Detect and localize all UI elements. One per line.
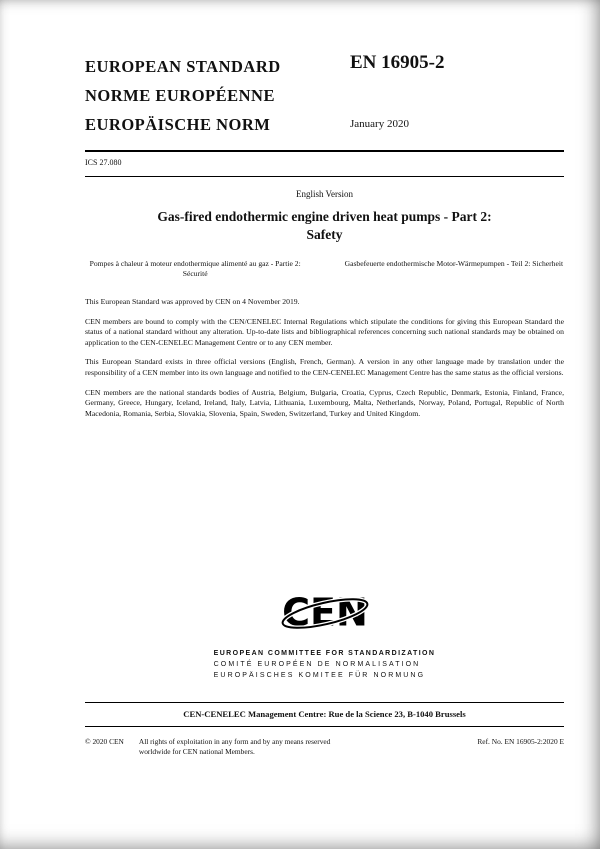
title-french: Pompes à chaleur à moteur endothermique alimenté au gaz - Partie 2: Sécurité bbox=[89, 259, 301, 278]
footer bbox=[85, 737, 564, 756]
title-line-2: Safety bbox=[306, 227, 343, 242]
standard-name-fr: NORME EUROPÉENNE bbox=[85, 86, 275, 105]
cen-logo-icon bbox=[279, 580, 371, 644]
title-line-1: Gas-fired endothermic engine driven heat pumps - Part 2: bbox=[157, 209, 492, 224]
document-number: EN 16905-2 bbox=[350, 52, 445, 73]
version-label: English Version bbox=[295, 189, 354, 199]
cen-logo-block bbox=[85, 580, 564, 682]
management-centre-address: CEN-CENELEC Management Centre: Rue de la Science 23, B-1040 Brussels bbox=[183, 709, 466, 719]
rights-statement bbox=[139, 737, 331, 756]
committee-de: EUROPÄISCHES KOMITEE FÜR NORMUNG bbox=[213, 672, 426, 679]
rights-line-1: All rights of exploitation in any form and by any means reserved bbox=[138, 737, 331, 746]
members-paragraph: CEN members are the national standards bodies of Austria, Belgium, Bulgaria, Croatia, Cyprus, Czech Republic, Denmark, Estonia, Finland, France, Germany, Greece, Hungary, Iceland, Ireland, Italy, Latvia, Lithuania, Luxembourg, Malta, Netherlands, Norway, Poland, Portugal, Republic of North Macedonia, Romania, Serbia, Slovakia, Slovenia, Spain, Sweden, Switzerland, Turkey and United Kingdom. bbox=[85, 387, 564, 418]
reference-number: Ref. No. EN 16905-2:2020 E bbox=[477, 737, 564, 746]
copyright-notice: © 2020 CEN bbox=[85, 737, 124, 746]
standard-name-de: EUROPÄISCHE NORM bbox=[85, 115, 271, 134]
publication-date: January 2020 bbox=[350, 118, 409, 130]
approval-paragraph: This European Standard was approved by CEN on 4 November 2019. bbox=[85, 297, 300, 306]
regulations-paragraph: CEN members are bound to comply with the CEN/CENELEC Internal Regulations which stipulate the conditions for giving this European Standard the status of a national standard without any alteration. Up-to-date lists and bibliographical references concerning such national standards may be obtained on application to the CEN-CENELEC Management Centre or to any CEN member. bbox=[85, 316, 564, 347]
standard-name-en: EUROPEAN STANDARD bbox=[85, 57, 281, 76]
translated-titles bbox=[85, 259, 564, 279]
committee-fr: COMITÉ EUROPÉEN DE NORMALISATION bbox=[213, 661, 421, 668]
page-content bbox=[0, 0, 600, 419]
document-title bbox=[85, 208, 564, 244]
ics-code: ICS 27.080 bbox=[85, 158, 122, 167]
rights-line-2: worldwide for CEN national Members. bbox=[138, 746, 255, 756]
imprint-block bbox=[85, 702, 564, 756]
cen-logo-text: CEN bbox=[281, 590, 368, 635]
ics-rule bbox=[85, 176, 564, 177]
foreword-text bbox=[85, 297, 564, 419]
standard-designations bbox=[85, 52, 281, 139]
imprint-rule-bottom bbox=[85, 726, 564, 727]
committee-en: EUROPEAN COMMITTEE FOR STANDARDIZATION bbox=[213, 650, 436, 657]
versions-paragraph: This European Standard exists in three official versions (English, French, German). A version in any other language made by translation under the responsibility of a CEN member into its own language and notified to the CEN-CENELEC Management Centre has the same status as the official versions. bbox=[85, 357, 564, 377]
committee-names bbox=[214, 648, 436, 681]
header bbox=[85, 52, 564, 139]
title-german: Gasbefeuerte endothermische Motor-Wärmepumpen - Teil 2: Sicherheit bbox=[344, 259, 564, 268]
document-identity bbox=[350, 52, 564, 139]
